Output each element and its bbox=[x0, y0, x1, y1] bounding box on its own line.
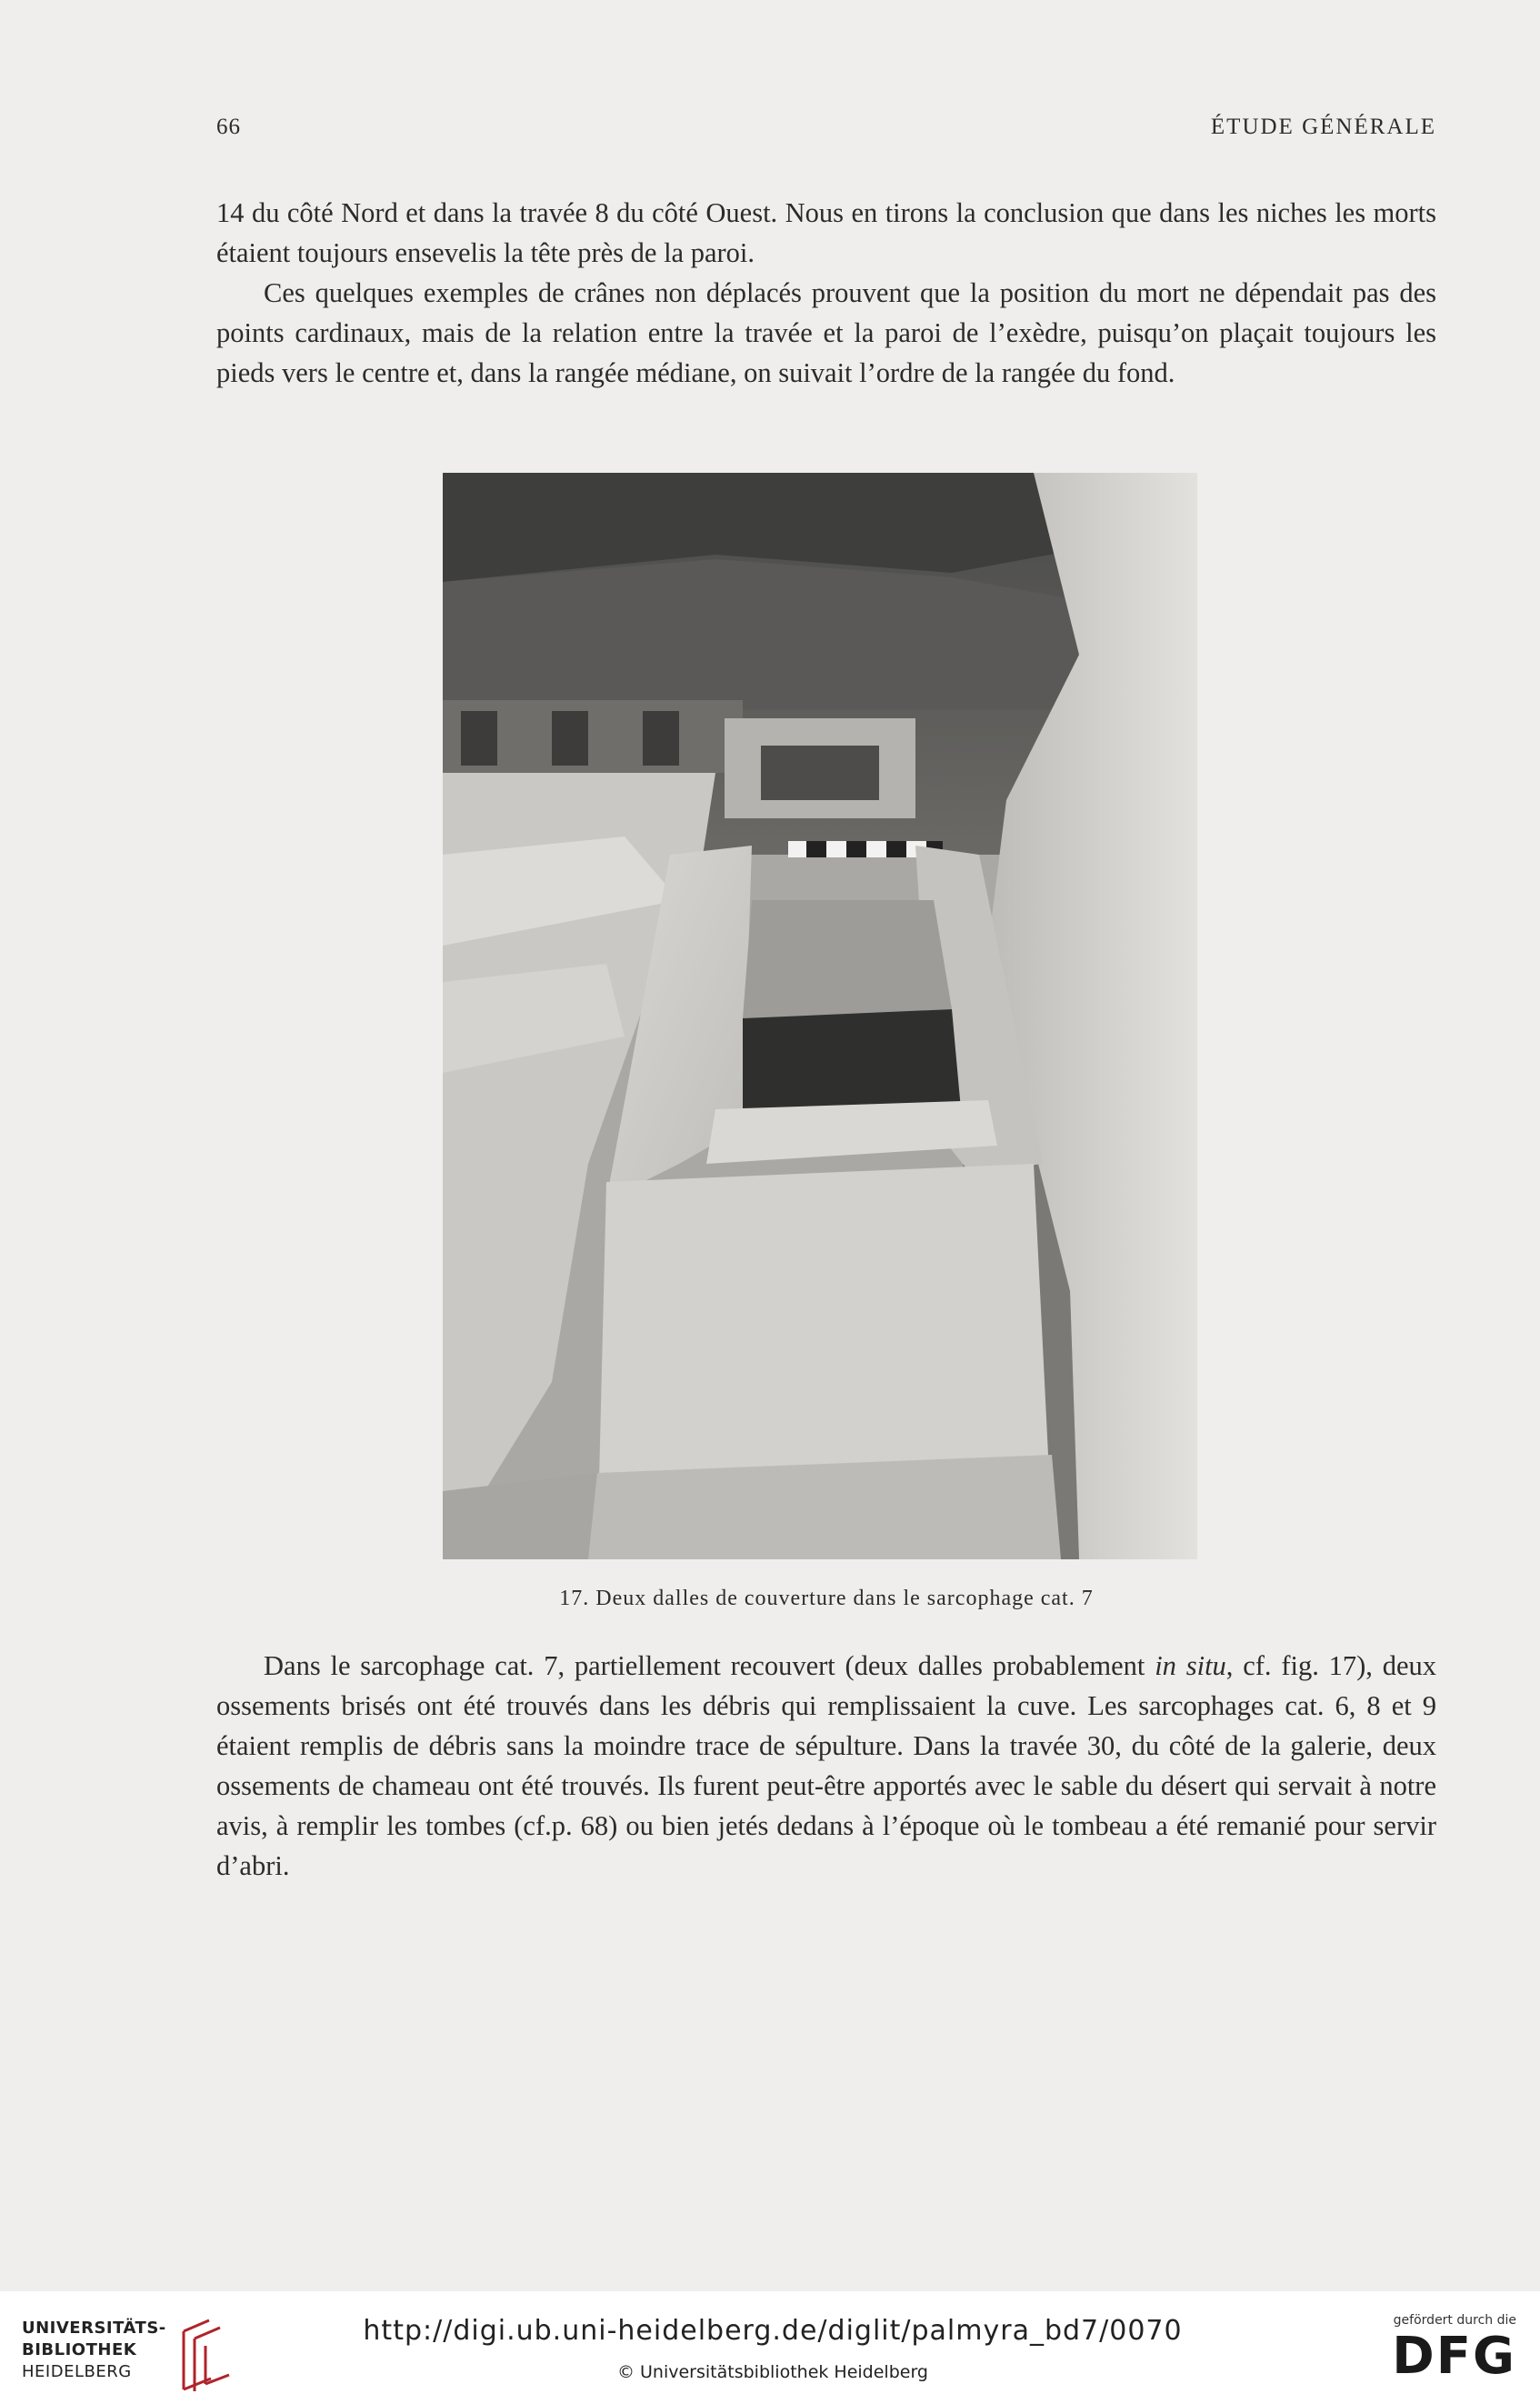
running-header bbox=[216, 115, 1436, 151]
library-mark-icon bbox=[175, 2319, 238, 2393]
dfg-logo[interactable] bbox=[1371, 2313, 1516, 2395]
library-name-line2: BIBLIOTHEK bbox=[22, 2340, 137, 2359]
paragraph bbox=[216, 1646, 1436, 1886]
dfg-wordmark: DFG bbox=[1392, 2327, 1516, 2386]
italic-term: in situ bbox=[1155, 1650, 1226, 1681]
paragraph-part: , cf. fig. 17), deux ossements brisés ont été trouvés dans les débris qui remplissaient la cuve. Les sarcophages cat. 6, 8 et 9 étaient remplis de débris sans la moindre trace de sépulture. Dans la travée 30, du côté de la galerie, deux ossements de chameau ont été trouvés. Ils furent peut-être apportés avec le sable du désert qui servait à notre avis, à remplir les tombes (cf.p. 68) ou bien jetés dedans à l’époque où le tombeau a été remanié pour servir d’abri. bbox=[216, 1650, 1436, 1881]
paragraph: Ces quelques exemples de crânes non déplacés prouvent que la position du mort ne dépendait pas des points cardinaux, mais de la relation entre la travée et la paroi de l’exèdre, puisqu’on plaçait toujours les pieds vers le centre et, dans la rangée médiane, on suivait l’ordre de la rangée du fond. bbox=[216, 277, 1436, 388]
body-text-top bbox=[216, 193, 1436, 393]
figure-photo-sarcophagus bbox=[443, 473, 1197, 1559]
library-name-line1: UNIVERSITÄTS- bbox=[22, 2319, 166, 2338]
running-title: ÉTUDE GÉNÉRALE bbox=[1210, 115, 1436, 139]
figure-caption: 17. Deux dalles de couverture dans le sarcophage cat. 7 bbox=[559, 1587, 1094, 1610]
library-name-line3: HEIDELBERG bbox=[22, 2362, 132, 2381]
paragraph: 14 du côté Nord et dans la travée 8 du côté Ouest. Nous en tirons la conclusion que dans les niches les morts étaient toujours ensevelis la tête près de la paroi. bbox=[216, 197, 1436, 268]
paragraph-part: Dans le sarcophage cat. 7, partiellement recouvert (deux dalles probablement bbox=[264, 1650, 1155, 1681]
digitization-footer bbox=[0, 2291, 1540, 2404]
body-text-bottom bbox=[216, 1646, 1436, 1886]
library-logo[interactable] bbox=[22, 2319, 222, 2391]
page-number: 66 bbox=[216, 115, 241, 139]
copyright-notice: © Universitätsbibliothek Heidelberg bbox=[616, 2362, 928, 2382]
funding-note: gefördert durch die bbox=[1393, 2313, 1516, 2328]
source-url-link[interactable]: http://digi.ub.uni-heidelberg.de/diglit/palmyra_bd7/0070 bbox=[363, 2315, 1183, 2347]
photo-illustration bbox=[443, 473, 1197, 1559]
